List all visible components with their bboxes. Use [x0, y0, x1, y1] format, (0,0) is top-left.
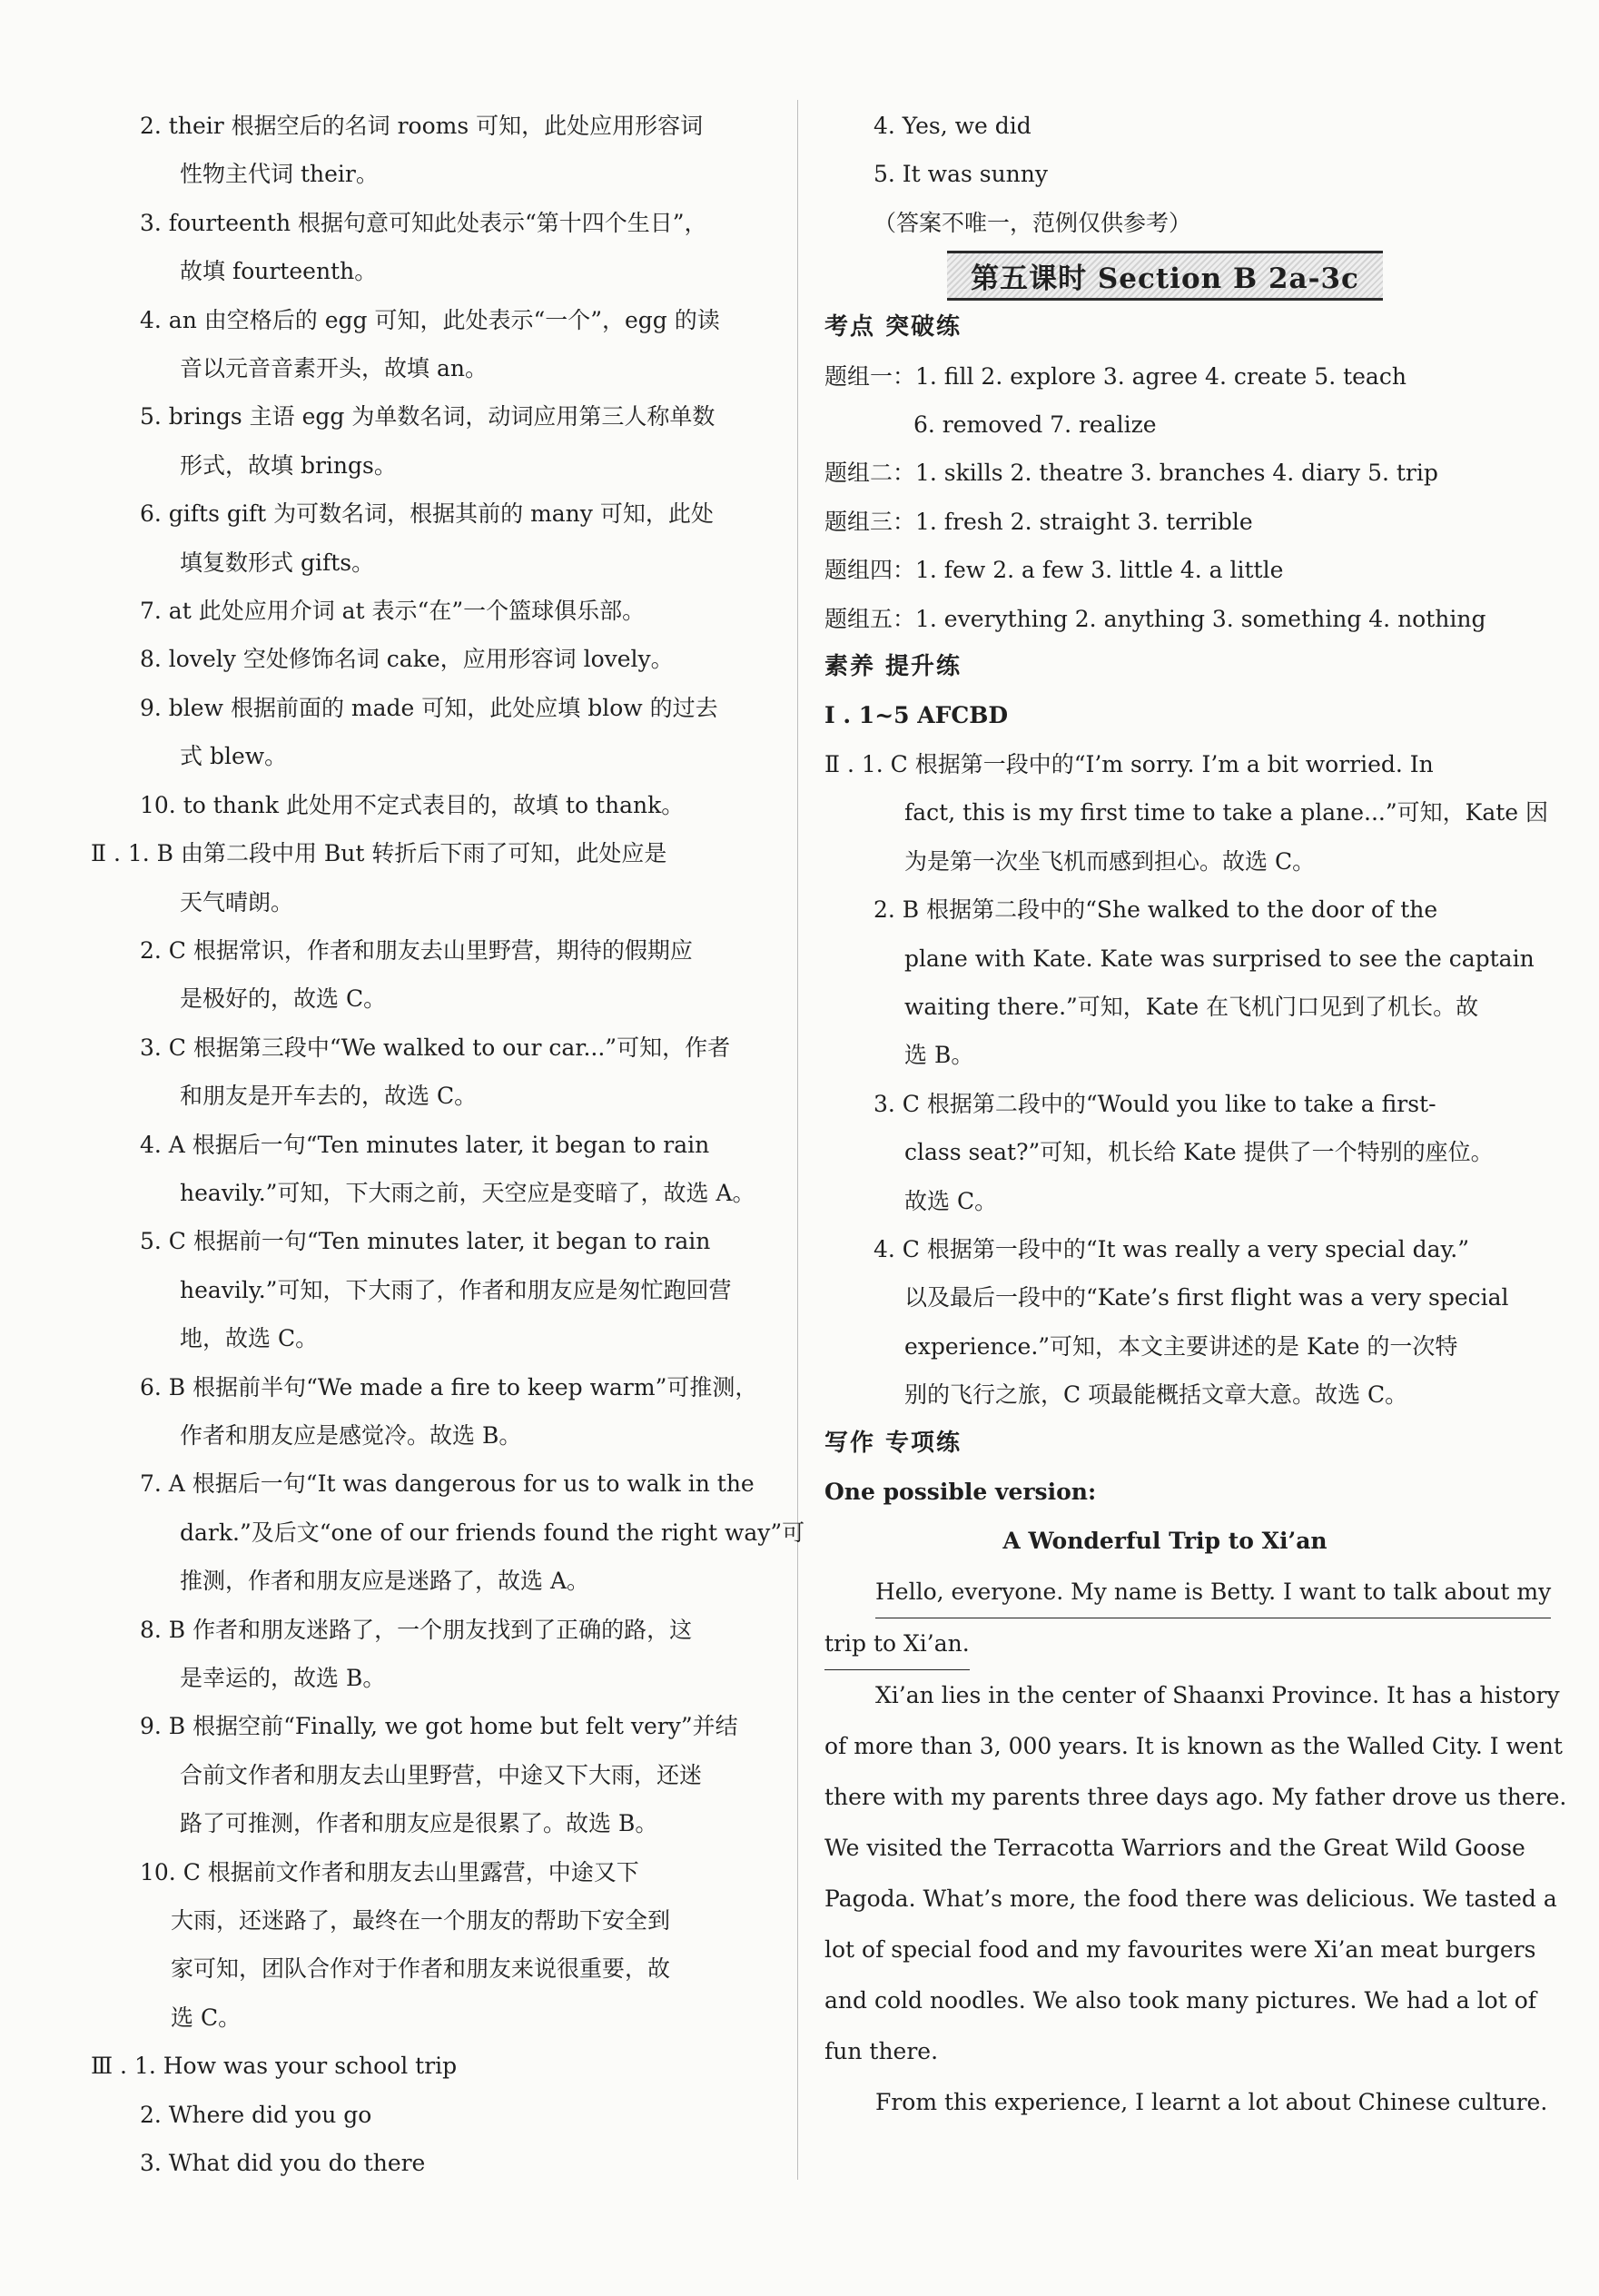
answer-line: 天气晴朗。: [180, 888, 294, 915]
answer-line: heavily.”可知，下大雨之前，天空应是变暗了，故选 A。: [180, 1179, 755, 1206]
vocab-group-line: 题组一：1. fill 2. explore 3. agree 4. create 5. teach: [824, 362, 1407, 390]
answer-line: 6. B 根据前半句“We made a fire to keep warm”可推测，: [140, 1373, 758, 1400]
essay-line: there with my parents three days ago. My father drove us there.: [824, 1784, 1567, 1811]
answer-line: 4. C 根据第一段中的“It was really a very special day.”: [874, 1235, 1470, 1262]
vocab-group-line: 题组二：1. skills 2. theatre 3. branches 4. diary 5. trip: [824, 460, 1438, 487]
vocab-group-line: 题组四：1. few 2. a few 3. little 4. a little: [824, 557, 1284, 584]
answer-line: 3. What did you do there: [140, 2150, 426, 2177]
vocab-group-line: 6. removed 7. realize: [913, 411, 1157, 439]
essay-title: A Wonderful Trip to Xi’an: [1002, 1528, 1328, 1555]
answer-line: 故选 C。: [904, 1187, 998, 1214]
essay-line: We visited the Terracotta Warriors and the Great Wild Goose: [824, 1835, 1525, 1862]
answer-line: 式 blew。: [180, 743, 288, 770]
answer-line: experience.”可知，本文主要讲述的是 Kate 的一次特: [904, 1332, 1458, 1360]
section-heading-writing: 写作 专项练: [824, 1429, 962, 1457]
essay-line: [824, 1618, 1505, 1670]
answer-line: 家可知，团队合作对于作者和朋友来说很重要，故: [171, 1955, 671, 1983]
answer-line: 5. C 根据前一句“Ten minutes later, it began to rain: [140, 1228, 711, 1255]
answer-line: 合前文作者和朋友去山里野营，中途又下大雨，还迷: [180, 1761, 703, 1788]
answer-line: 作者和朋友应是感觉冷。故选 B。: [180, 1421, 522, 1449]
essay-line: fun there.: [824, 2038, 939, 2065]
answer-line: 选 C。: [171, 2004, 242, 2031]
answer-line: 形式，故填 brings。: [180, 451, 397, 479]
vocab-group-line: 题组五：1. everything 2. anything 3. something 4. nothing: [824, 605, 1486, 632]
answer-line: 4. Yes, we did: [874, 113, 1031, 139]
essay-line: Xi’an lies in the center of Shaanxi Province. It has a history: [875, 1682, 1560, 1709]
answer-line: 5. brings 主语 egg 为单数名词，动词应用第三人称单数: [140, 403, 716, 430]
answer-line: 路了可推测，作者和朋友应是很累了。故选 B。: [180, 1810, 658, 1837]
section-1-answers: Ⅰ . 1~5 AFCBD: [824, 702, 1009, 729]
answer-line: plane with Kate. Kate was surprised to see the captain: [904, 945, 1535, 972]
essay-line: lot of special food and my favourites were Xi’an meat burgers: [824, 1936, 1536, 1964]
version-label: One possible version:: [824, 1478, 1097, 1505]
answer-line: dark.”及后文“one of our friends found the right way”可: [180, 1519, 805, 1546]
answer-line: 10. C 根据前文作者和朋友去山里露营，中途又下: [140, 1858, 639, 1885]
answer-line: 为是第一次坐飞机而感到担心。故选 C。: [904, 847, 1316, 875]
answer-line: 性物主代词 their。: [180, 161, 379, 188]
answer-line: 10. to thank 此处用不定式表目的，故填 to thank。: [140, 791, 685, 818]
answer-line: class seat?”可知，机长给 Kate 提供了一个特别的座位。: [904, 1139, 1494, 1166]
answer-line: 2. B 根据第二段中的“She walked to the door of the: [874, 896, 1438, 924]
answer-line: 和朋友是开车去的，故选 C。: [180, 1083, 478, 1110]
answer-line: 音以元音音素开头，故填 an。: [180, 355, 488, 382]
right-column: [824, 102, 1567, 2128]
essay-line: From this experience, I learnt a lot about Chinese culture.: [875, 2089, 1548, 2116]
lesson-banner-wrap: [824, 247, 1505, 303]
answer-line: 3. C 根据第三段中“We walked to our car...”可知，作者: [140, 1034, 731, 1061]
answer-line: heavily.”可知，下大雨了，作者和朋友应是匆忙跑回营: [180, 1276, 732, 1303]
lesson-banner: 第五课时 Section B 2a-3c: [947, 251, 1383, 301]
answer-line: 9. blew 根据前面的 made 可知，此处应填 blow 的过去: [140, 694, 718, 721]
answer-line: 2. Where did you go: [140, 2101, 372, 2128]
answer-line: 4. A 根据后一句“Ten minutes later, it began to rain: [140, 1131, 710, 1158]
essay-line: of more than 3, 000 years. It is known as the Walled City. I went: [824, 1733, 1563, 1760]
column-divider: [797, 100, 798, 2180]
essay-line: and cold noodles. We also took many pictures. We had a lot of: [824, 1987, 1536, 2014]
answer-line: 是幸运的，故选 B。: [180, 1665, 386, 1691]
answer-line: 8. lovely 空处修饰名词 cake，应用形容词 lovely。: [140, 646, 674, 673]
answer-line: 别的飞行之旅，C 项最能概括文章大意。故选 C。: [904, 1381, 1408, 1409]
answer-line: 2. C 根据常识，作者和朋友去山里野营，期待的假期应: [140, 936, 693, 964]
vocab-group-line: 题组三：1. fresh 2. straight 3. terrible: [824, 508, 1253, 535]
answer-line: 8. B 作者和朋友迷路了，一个朋友找到了正确的路，这: [140, 1616, 693, 1643]
answer-line: 地，故选 C。: [180, 1325, 319, 1352]
underlined-text: Hello, everyone. My name is Betty. I want to talk about my: [875, 1567, 1551, 1618]
answer-line: Ⅱ . 1. B 由第二段中用 But 转折后下雨了可知，此处应是: [91, 840, 667, 867]
answer-line: 2. their 根据空后的名词 rooms 可知，此处应用形容词: [140, 113, 704, 139]
answer-line: Ⅲ . 1. How was your school trip: [91, 2053, 458, 2080]
answer-line: waiting there.”可知，Kate 在飞机门口见到了机长。故: [904, 993, 1479, 1020]
answer-line: Ⅱ . 1. C 根据第一段中的“I’m sorry. I’m a bit worried. In: [824, 750, 1434, 777]
answer-line: 7. at 此处应用介词 at 表示“在”一个篮球俱乐部。: [140, 598, 646, 625]
underlined-text: trip to Xi’an.: [824, 1618, 970, 1670]
answer-line: 3. C 根据第二段中的“Would you like to take a first-: [874, 1090, 1436, 1117]
section-heading-improve: 素养 提升练: [824, 653, 962, 681]
answer-line: 6. gifts gift 为可数名词，根据其前的 many 可知，此处: [140, 500, 714, 528]
answer-line: 以及最后一段中的“Kate’s first flight was a very special: [904, 1284, 1509, 1311]
answer-line: fact, this is my first time to take a plane...”可知，Kate 因: [904, 799, 1549, 826]
answer-line: 推测，作者和朋友应是迷路了，故选 A。: [180, 1568, 590, 1595]
essay-line: [824, 1567, 1552, 1618]
section-heading-practice: 考点 突破练: [824, 313, 962, 341]
answer-line: （答案不唯一，范例仅供参考）: [874, 209, 1192, 236]
answer-line: 选 B。: [904, 1042, 974, 1069]
essay-line: Pagoda. What’s more, the food there was delicious. We tasted a: [824, 1885, 1557, 1913]
answer-line: 是极好的，故选 C。: [180, 985, 387, 1013]
answer-line: 4. an 由空格后的 egg 可知，此处表示“一个”，egg 的读: [140, 306, 720, 333]
left-column: [91, 102, 805, 2187]
answer-line: 7. A 根据后一句“It was dangerous for us to walk in the: [140, 1470, 755, 1498]
answer-line: 9. B 根据空前“Finally, we got home but felt very”并结: [140, 1713, 738, 1740]
answer-line: 填复数形式 gifts。: [180, 549, 375, 576]
answer-line: 3. fourteenth 根据句意可知此处表示“第十四个生日”，: [140, 209, 707, 236]
answer-line: 大雨，还迷路了，最终在一个朋友的帮助下安全到: [171, 1907, 671, 1935]
answer-line: 故填 fourteenth。: [180, 258, 378, 285]
answer-line: 5. It was sunny: [874, 161, 1049, 188]
